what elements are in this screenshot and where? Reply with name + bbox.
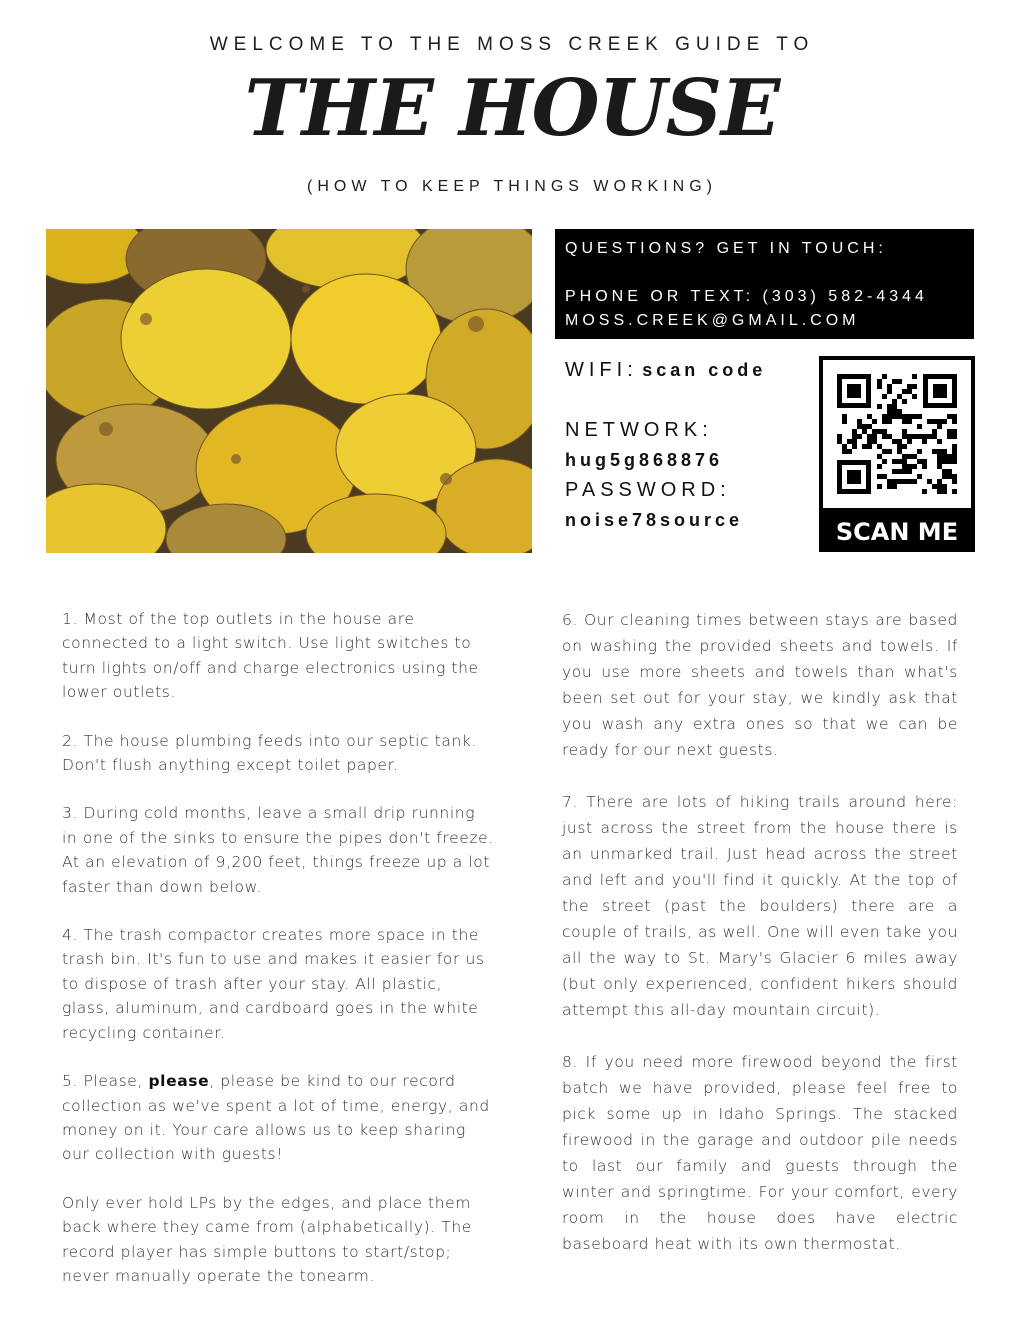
password-value: noise78source (565, 510, 744, 530)
left-column (62, 607, 494, 1312)
contact-box (555, 229, 974, 339)
network-value: hug5g868876 (565, 450, 724, 470)
qr-code-icon (823, 360, 971, 508)
list-item: 1. Most of the top outlets in the house are connected to a light switch. Use light switches to turn lights on/off and charge electronics using the lower outlets. (62, 610, 479, 702)
contact-email: MOSS.CREEK@GMAIL.COM (565, 312, 860, 329)
wifi-info (565, 355, 805, 535)
right-column (562, 607, 958, 1283)
wifi-label-value: scan code (642, 360, 767, 380)
password-label: PASSWORD: (565, 479, 731, 501)
qr-caption: SCAN ME (835, 518, 959, 546)
list-item: 6. Our cleaning times between stays are based on washing the provided sheets and towels. If you use more sheets and towels than what's been set out for your stay, we kindly ask that you wash any extra ones so that we can be ready for our next guests. (562, 611, 958, 759)
item5-rest: , please be kind to our record collection as we've spent a lot of time, energy, and money on it. Your care allows us to keep sharing our collection with guests! (62, 1072, 490, 1164)
wifi-label: WIFI: (565, 359, 638, 381)
list-item: 3. During cold months, leave a small drip running in one of the sinks to ensure the pipes don't freeze. At an elevation of 9,200 feet, things freeze up a lot faster than down below. (62, 804, 494, 896)
list-item: 7. There are lots of hiking trails around here: just across the street from the house there is an unmarked trail. Just head across the street and left and you'll find it quickly. At the top of the street (past the boulders) there are a couple of trails, as well. One will even take you all the way to St. Mary's Glacier 6 miles away (but only experienced, confident hikers should attempt this all-day mountain circuit). (562, 793, 958, 1019)
list-item (62, 1069, 494, 1167)
page-title: THE HOUSE (244, 63, 780, 154)
list-item: Only ever hold LPs by the edges, and place them back where they came from (alphabetically). The record player has simple buttons to start/stop; never manually operate the tonearm. (62, 1193, 472, 1285)
header-kicker: WELCOME TO THE MOSS CREEK GUIDE TO (209, 34, 815, 55)
page-subtitle: (HOW TO KEEP THINGS WORKING) (307, 178, 717, 195)
item5-start: 5. Please, (62, 1072, 149, 1091)
list-item: 8. If you need more firewood beyond the first batch we have provided, please feel free to pick some up in Idaho Springs. The stacked firewood in the garage and outdoor pile needs to last our family and guests through the winter and springtime. For your comfort, every room in the house does have electric baseboard heat with its own thermostat. (562, 1053, 958, 1253)
aspen-leaves-photo (46, 229, 532, 553)
contact-heading: QUESTIONS? GET IN TOUCH: (565, 240, 887, 257)
list-item: 2. The house plumbing feeds into our septic tank. Don't flush anything except toilet paper. (62, 731, 477, 775)
item5-emphasis: please (148, 1072, 210, 1091)
contact-phone: PHONE OR TEXT: (303) 582-4344 (565, 288, 928, 305)
wifi-qr-code[interactable] (819, 356, 975, 552)
network-label: NETWORK: (565, 419, 713, 441)
list-item: 4. The trash compactor creates more space in the trash bin. It's fun to use and makes it easier for us to dispose of trash after your stay. All plastic, glass, aluminum, and cardboard goes in the white recycling container. (62, 926, 485, 1042)
